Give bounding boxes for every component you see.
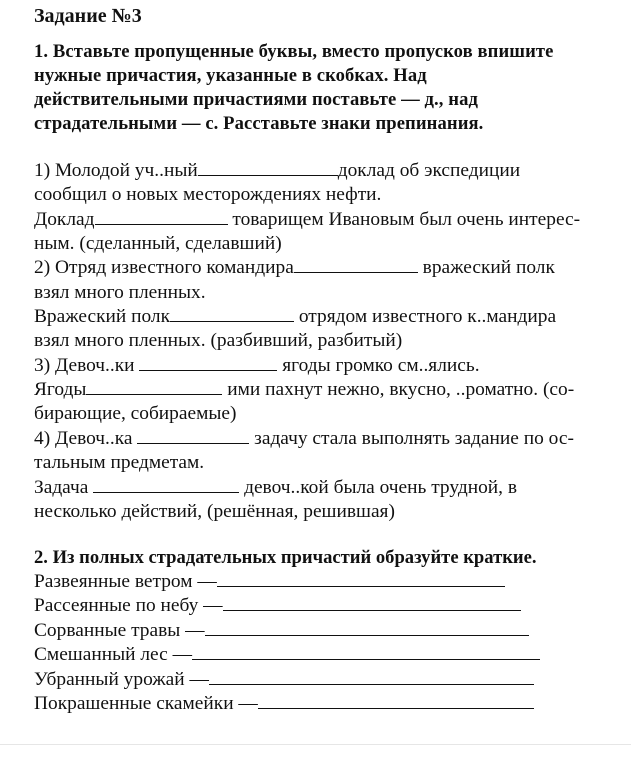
task1-heading-line-4: страдательными — с. Расставьте знаки препинания.	[34, 113, 484, 134]
answer-blank[interactable]	[170, 305, 294, 322]
answer-blank[interactable]	[217, 570, 505, 587]
task1-line: взял много пленных.	[34, 282, 206, 303]
answer-blank[interactable]	[192, 643, 540, 660]
answer-blank[interactable]	[205, 619, 529, 636]
answer-blank[interactable]	[137, 427, 249, 444]
task1-line: 1) Молодой уч..ный доклад об экспедиции	[34, 160, 521, 181]
task1-heading-line-1: 1. Вставьте пропущенные буквы, вместо пропусков впишите	[34, 41, 554, 62]
task2-heading: 2. Из полных страдательных причастий образуйте краткие.	[34, 547, 537, 568]
task2-item: Сорванные травы —	[34, 619, 617, 643]
task2-item: Смешанный лес —	[34, 643, 617, 667]
task1-line: 3) Девоч..ки ягоды громко см..ялись.	[34, 355, 480, 376]
task1-line: 2) Отряд известного командира вражеский полк	[34, 257, 555, 278]
assignment-title: Задание №3	[34, 5, 142, 27]
task1-line: взял много пленных. (разбивший, разбитый)	[34, 330, 403, 351]
task1-line: тальным предметам.	[34, 452, 205, 473]
answer-blank[interactable]	[93, 476, 239, 493]
task2-item: Рассеянные по небу —	[34, 594, 617, 618]
task1-line: несколько действий, (решённая, решившая)	[34, 501, 395, 522]
task1-line: сообщил о новых месторождениях нефти.	[34, 184, 382, 205]
task2-item: Покрашенные скамейки —	[34, 692, 617, 716]
task1-heading-line-3: действительными причастиями поставьте — д., над	[34, 89, 478, 110]
answer-blank[interactable]	[294, 256, 418, 273]
answer-blank[interactable]	[86, 378, 222, 395]
answer-blank[interactable]	[139, 354, 277, 371]
answer-blank[interactable]	[223, 594, 521, 611]
answer-blank[interactable]	[95, 208, 228, 225]
task1-line: ным. (сделанный, сделавший)	[34, 233, 282, 254]
answer-blank[interactable]	[258, 692, 534, 709]
task1-line: Задача девоч..кой была очень трудной, в	[34, 477, 518, 498]
task2-item: Развеянные ветром —	[34, 570, 617, 594]
task1-line: Доклад товарищем Ивановым был очень интерес-	[34, 209, 581, 230]
task1-line: 4) Девоч..ка задачу стала выполнять задание по ос-	[34, 428, 574, 449]
task1-heading-line-2: нужные причастия, указанные в скобках. Над	[34, 65, 427, 86]
task1-line: Ягоды ими пахнут нежно, вкусно, ..роматно. (со-	[34, 379, 575, 400]
task2-item: Убранный урожай —	[34, 668, 617, 692]
task1-line: Вражеский полк отрядом известного к..мандира	[34, 306, 557, 327]
task1-line: бирающие, собираемые)	[34, 403, 237, 424]
answer-blank[interactable]	[209, 668, 534, 685]
answer-blank[interactable]	[198, 159, 338, 176]
page-bottom-divider	[0, 744, 631, 745]
